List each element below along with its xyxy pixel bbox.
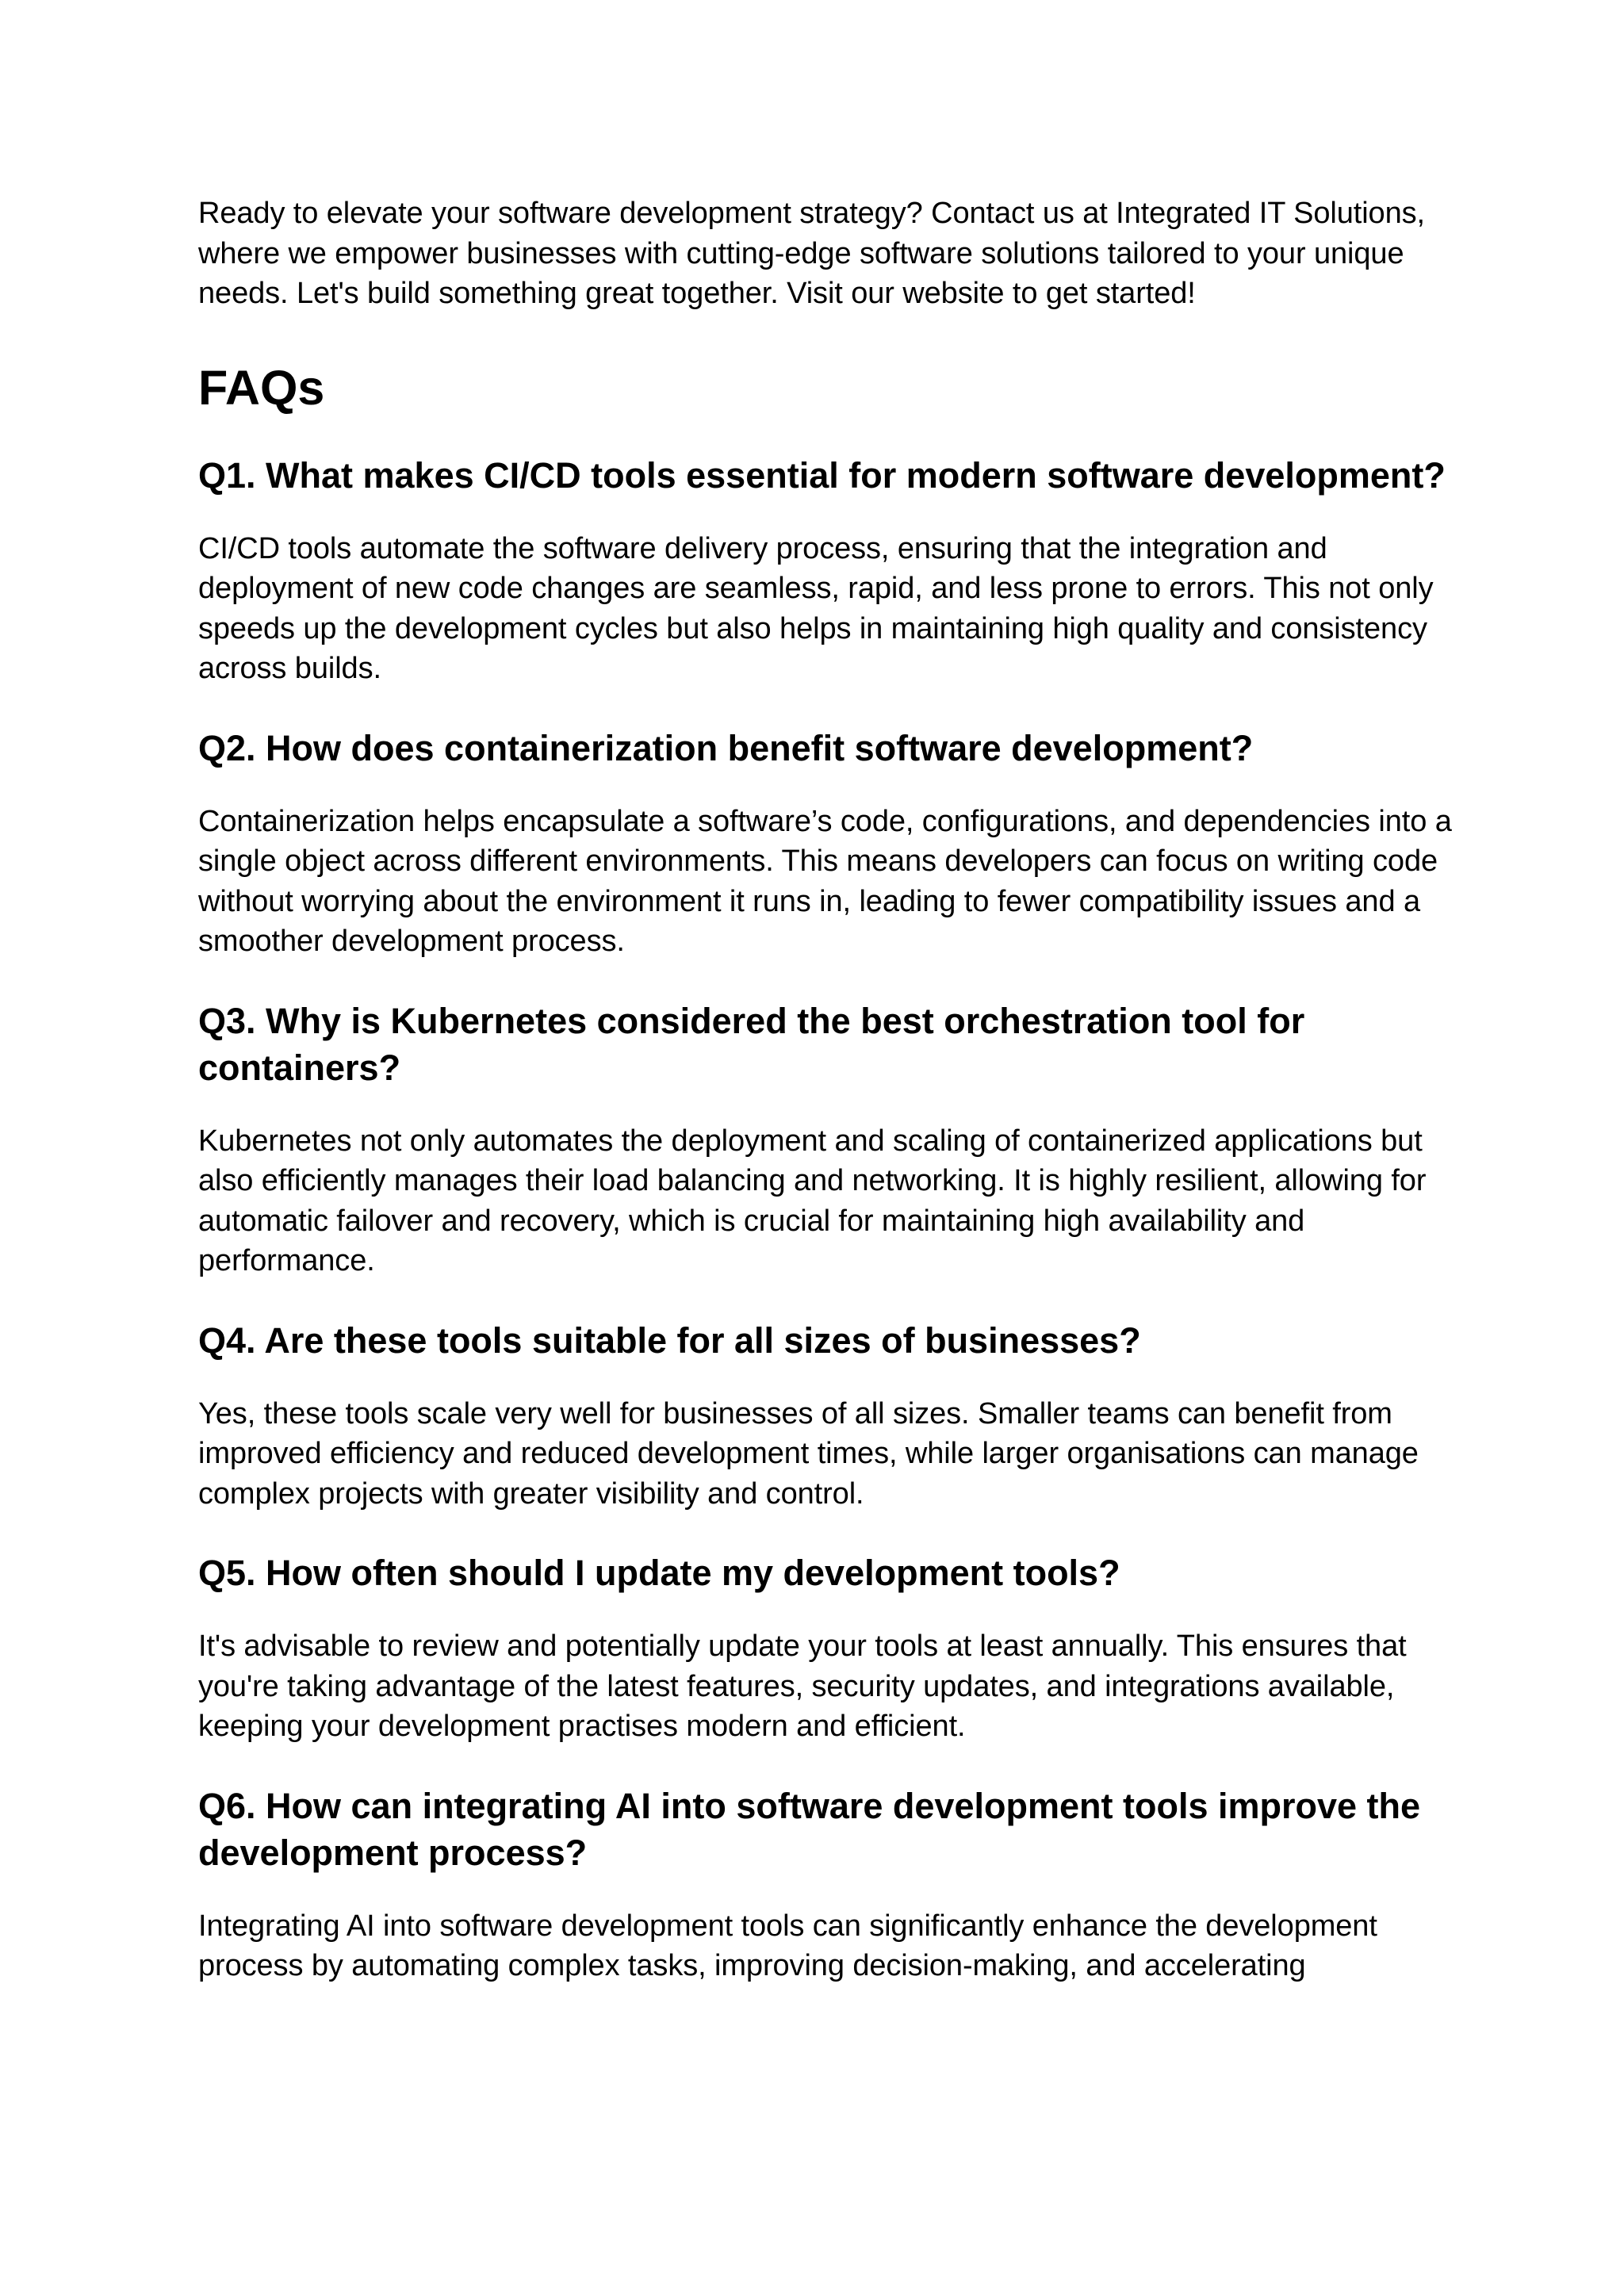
faq-answer: It's advisable to review and potentially update your tools at least annually. This ensures that you're taking advantage of the latest features, security updates, and integrations available, keeping your development practises modern and efficient. [198, 1630, 1407, 1743]
faq-item [198, 1783, 1467, 1986]
faq-answer: Kubernetes not only automates the deployment and scaling of containerized applications but also efficiently manages their load balancing and networking. It is highly resilient, allowing for automatic failover and recovery, which is crucial for maintaining high availability and performance. [198, 1124, 1427, 1277]
faq-item [198, 1317, 1467, 1515]
faq-answer: CI/CD tools automate the software delivery process, ensuring that the integration and deployment of new code changes are seamless, rapid, and less prone to errors. This not only speeds up the development cycles but also helps in maintaining high quality and consistency across builds. [198, 531, 1434, 685]
faq-question: Q1. What makes CI/CD tools essential for modern software development? [198, 454, 1446, 496]
faq-answer: Containerization helps encapsulate a software’s code, configurations, and dependencies into a single object across different environments. This means developers can focus on writing code without worrying about the environment it runs in, leading to fewer compatibility issues and a smoother development process. [198, 804, 1452, 958]
faq-item [198, 1549, 1467, 1747]
faq-answer: Integrating AI into software development tools can significantly enhance the development process by automating complex tasks, improving decision-making, and accelerating [198, 1909, 1377, 1982]
faq-item [198, 725, 1467, 962]
faq-answer: Yes, these tools scale very well for businesses of all sizes. Smaller teams can benefit from improved efficiency and reduced development times, while larger organisations can manage complex projects with greater visibility and control. [198, 1396, 1419, 1511]
faq-question: Q3. Why is Kubernetes considered the best orchestration tool for containers? [198, 1000, 1305, 1088]
document-page [198, 193, 1467, 2022]
faq-item [198, 998, 1467, 1281]
faq-question: Q5. How often should I update my development tools? [198, 1553, 1120, 1593]
intro-paragraph: Ready to elevate your software development strategy? Contact us at Integrated IT Solutions, where we empower businesses with cutting-edge software solutions tailored to your unique needs. Let's build something great together. Visit our website to get started! [198, 197, 1425, 310]
faq-item [198, 452, 1467, 689]
faq-question: Q2. How does containerization benefit software development? [198, 727, 1254, 768]
faq-question: Q4. Are these tools suitable for all sizes of businesses? [198, 1319, 1141, 1361]
faq-heading: FAQs [198, 360, 325, 415]
faq-question: Q6. How can integrating AI into software development tools improve the development process? [198, 1785, 1421, 1873]
